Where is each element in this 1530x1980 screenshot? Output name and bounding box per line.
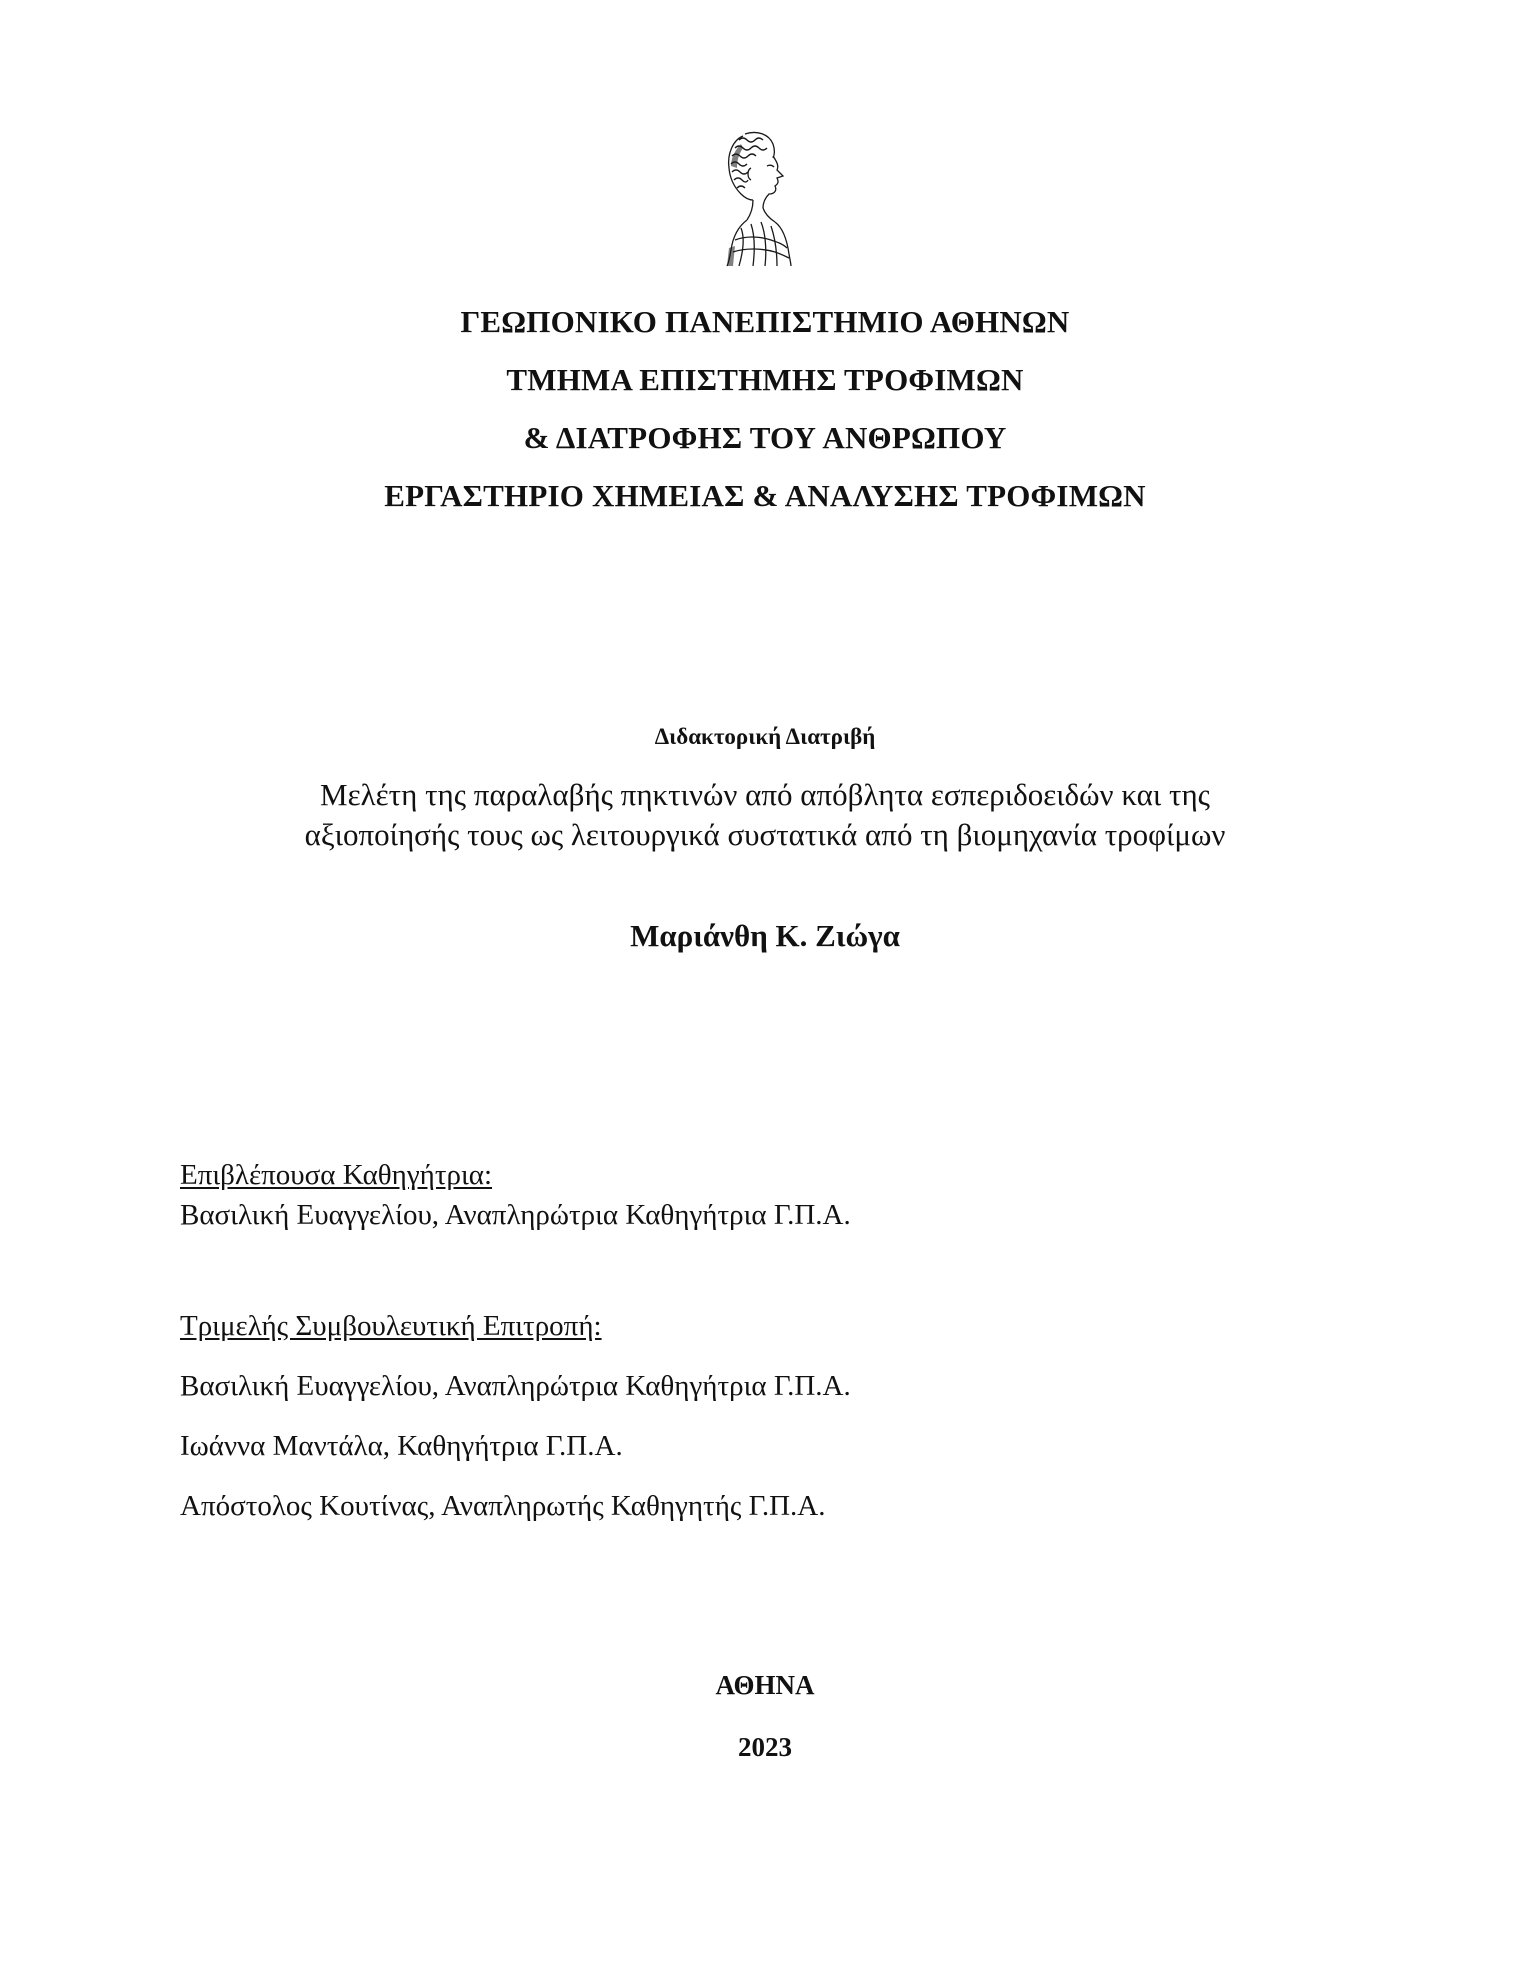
university-logo-head-icon: [705, 128, 805, 268]
document-type: Διδακτορική Διατριβή: [654, 724, 876, 749]
year: 2023: [738, 1732, 792, 1762]
committee-member: Ιωάννα Μαντάλα, Καθηγήτρια Γ.Π.Α.: [180, 1430, 623, 1462]
city: ΑΘΗΝΑ: [715, 1670, 815, 1700]
university-name: ΓΕΩΠΟΝΙΚΟ ΠΑΝΕΠΙΣΤΗΜΙΟ ΑΘΗΝΩΝ: [460, 304, 1070, 339]
supervisor-section: [180, 1155, 851, 1235]
committee-heading: Τριμελής Συμβουλευτική Επιτροπή:: [180, 1310, 602, 1342]
author-name: Μαριάνθη Κ. Ζιώγα: [630, 918, 900, 953]
thesis-title: [0, 775, 1530, 855]
committee-member: Απόστολος Κουτίνας, Αναπληρωτής Καθηγητής Γ.Π.Α.: [180, 1490, 826, 1522]
advisory-committee-section: [180, 1306, 851, 1526]
department-name-continued: & ΔΙΑΤΡΟΦΗΣ ΤΟΥ ΑΝΘΡΩΠΟΥ: [523, 420, 1007, 455]
university-heading-block: [0, 293, 1530, 525]
committee-member: Βασιλική Ευαγγελίου, Αναπληρώτρια Καθηγήτρια Γ.Π.Α.: [180, 1370, 851, 1402]
department-name: ΤΜΗΜΑ ΕΠΙΣΤΗΜΗΣ ΤΡΟΦΙΜΩΝ: [506, 362, 1024, 397]
thesis-title-line: αξιοποίησής τους ως λειτουργικά συστατικά από τη βιομηχανία τροφίμων: [304, 817, 1226, 852]
supervisor-heading: Επιβλέπουσα Καθηγήτρια:: [180, 1159, 493, 1191]
laboratory-name: ΕΡΓΑΣΤΗΡΙΟ ΧΗΜΕΙΑΣ & ΑΝΑΛΥΣΗΣ ΤΡΟΦΙΜΩΝ: [384, 478, 1146, 513]
supervisor-name: Βασιλική Ευαγγελίου, Αναπληρώτρια Καθηγήτρια Γ.Π.Α.: [180, 1199, 851, 1231]
thesis-title-line: Μελέτη της παραλαβής πηκτινών από απόβλητα εσπεριδοειδών και της: [320, 777, 1210, 812]
